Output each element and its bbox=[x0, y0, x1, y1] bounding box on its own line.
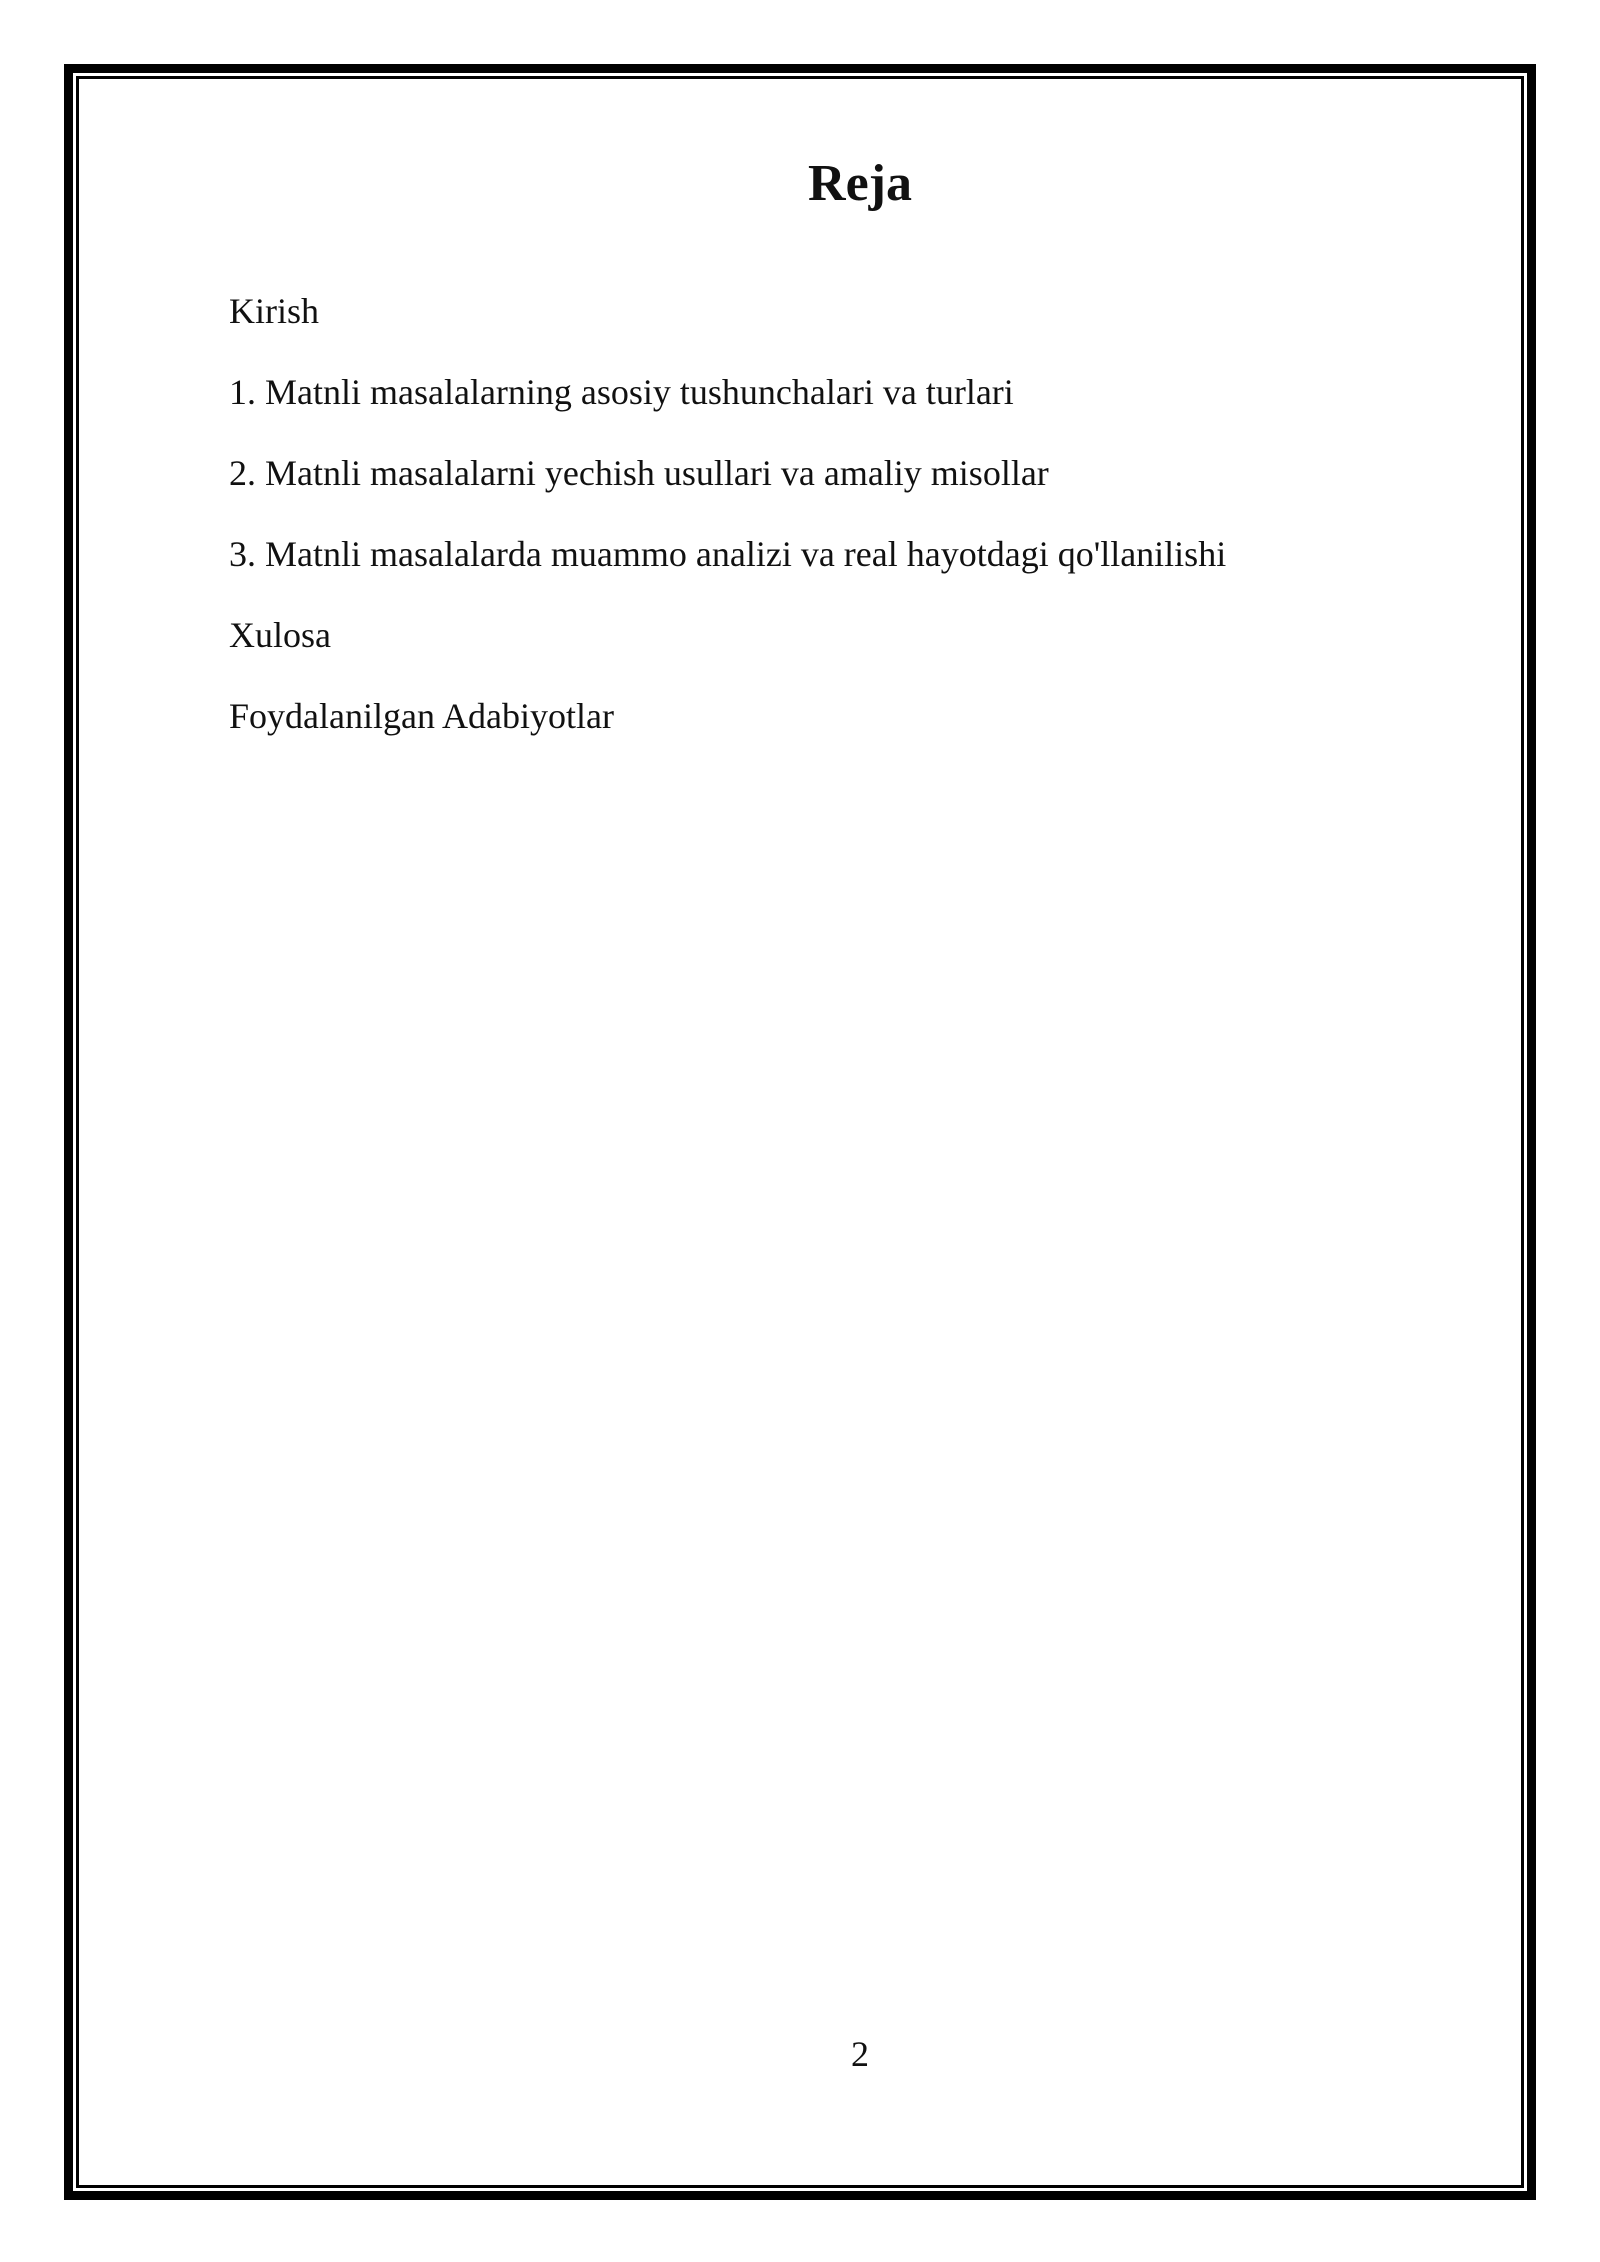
table-of-contents bbox=[229, 286, 1226, 772]
toc-item-section-2: 2. Matnli masalalarni yechish usullari va amaliy misollar bbox=[229, 453, 1049, 493]
toc-item-introduction: Kirish bbox=[229, 291, 319, 331]
toc-item-conclusion: Xulosa bbox=[229, 615, 331, 655]
toc-item-section-1: 1. Matnli masalalarning asosiy tushunchalari va turlari bbox=[229, 372, 1014, 412]
page-number: 2 bbox=[851, 2034, 869, 2074]
toc-item-section-3: 3. Matnli masalalarda muammo analizi va real hayotdagi qo'llanilishi bbox=[229, 534, 1227, 574]
page-title: Reja bbox=[808, 155, 912, 212]
toc-item-references: Foydalanilgan Adabiyotlar bbox=[229, 696, 614, 736]
